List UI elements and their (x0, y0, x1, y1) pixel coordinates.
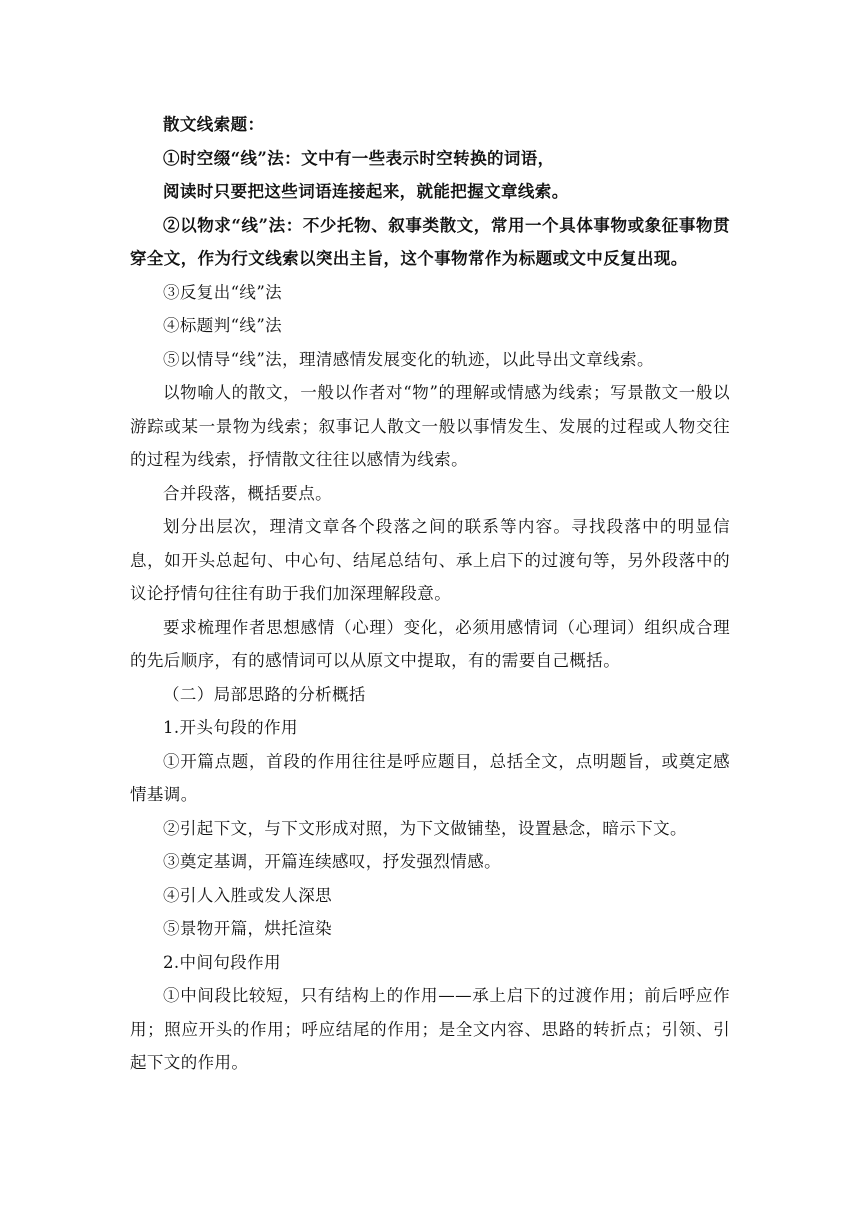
paragraph: ⑤以情导“线”法，理清感情发展变化的轨迹，以此导出文章线索。 (163, 349, 654, 369)
paragraph: ①时空缀“线”法：文中有一些表示时空转换的词语， (163, 148, 555, 168)
paragraph: ⑤景物开篇，烘托渲染 (163, 919, 332, 938)
paragraph: 要求梳理作者思想感情（心理）变化，必须用感情词（心理词）组织成合理的先后顺序，有的感情词可以从原文中提取，有的需要自己概括。 (130, 617, 730, 670)
paragraph: 阅读时只要把这些词语连接起来，就能把握文章线索。 (163, 182, 569, 201)
paragraph: ②引起下文，与下文形成对照，为下文做铺垫，设置悬念，暗示下文。 (163, 818, 687, 838)
paragraph: ③反复出“线”法 (163, 282, 283, 302)
subsection-heading: 2.中间句段作用 (163, 952, 281, 972)
paragraph: 划分出层次，理清文章各个段落之间的联系等内容。寻找段落中的明显信息，如开头总起句、中心句、结尾总结句、承上启下的过渡句等，另外段落中的议论抒情句往往有助于我们加深理解段意。 (130, 517, 730, 603)
paragraph: ①开篇点题，首段的作用往往是呼应题目，总括全文，点明题旨，或奠定感情基调。 (130, 751, 730, 804)
section-heading: 散文线索题： (163, 115, 265, 134)
paragraph: ④引人入胜或发人深思 (163, 885, 332, 905)
paragraph: 合并段落，概括要点。 (163, 483, 332, 503)
document-body (130, 108, 730, 1080)
paragraph: ①中间段比较短，只有结构上的作用——承上启下的过渡作用；前后呼应作用；照应开头的作用；呼应结尾的作用；是全文内容、思路的转折点；引领、引起下文的作用。 (130, 986, 730, 1072)
paragraph: ④标题判“线”法 (163, 316, 283, 335)
paragraph: 以物喻人的散文，一般以作者对“物”的理解或情感为线索；写景散文一般以游踪或某一景物为线索；叙事记人散文一般以事情发生、发展的过程或人物交往的过程为线索，抒情散文往往以感情为线索。 (130, 383, 730, 469)
paragraph: ②以物求“线”法：不少托物、叙事类散文，常用一个具体事物或象征事物贯穿全文，作为行文线索以突出主旨，这个事物常作为标题或文中反复出现。 (130, 215, 730, 268)
subsection-heading: 1.开头句段的作用 (163, 718, 298, 737)
paragraph: ③奠定基调，开篇连续感叹，抒发强烈情感。 (163, 852, 501, 871)
subsection-heading: （二）局部思路的分析概括 (163, 684, 366, 704)
